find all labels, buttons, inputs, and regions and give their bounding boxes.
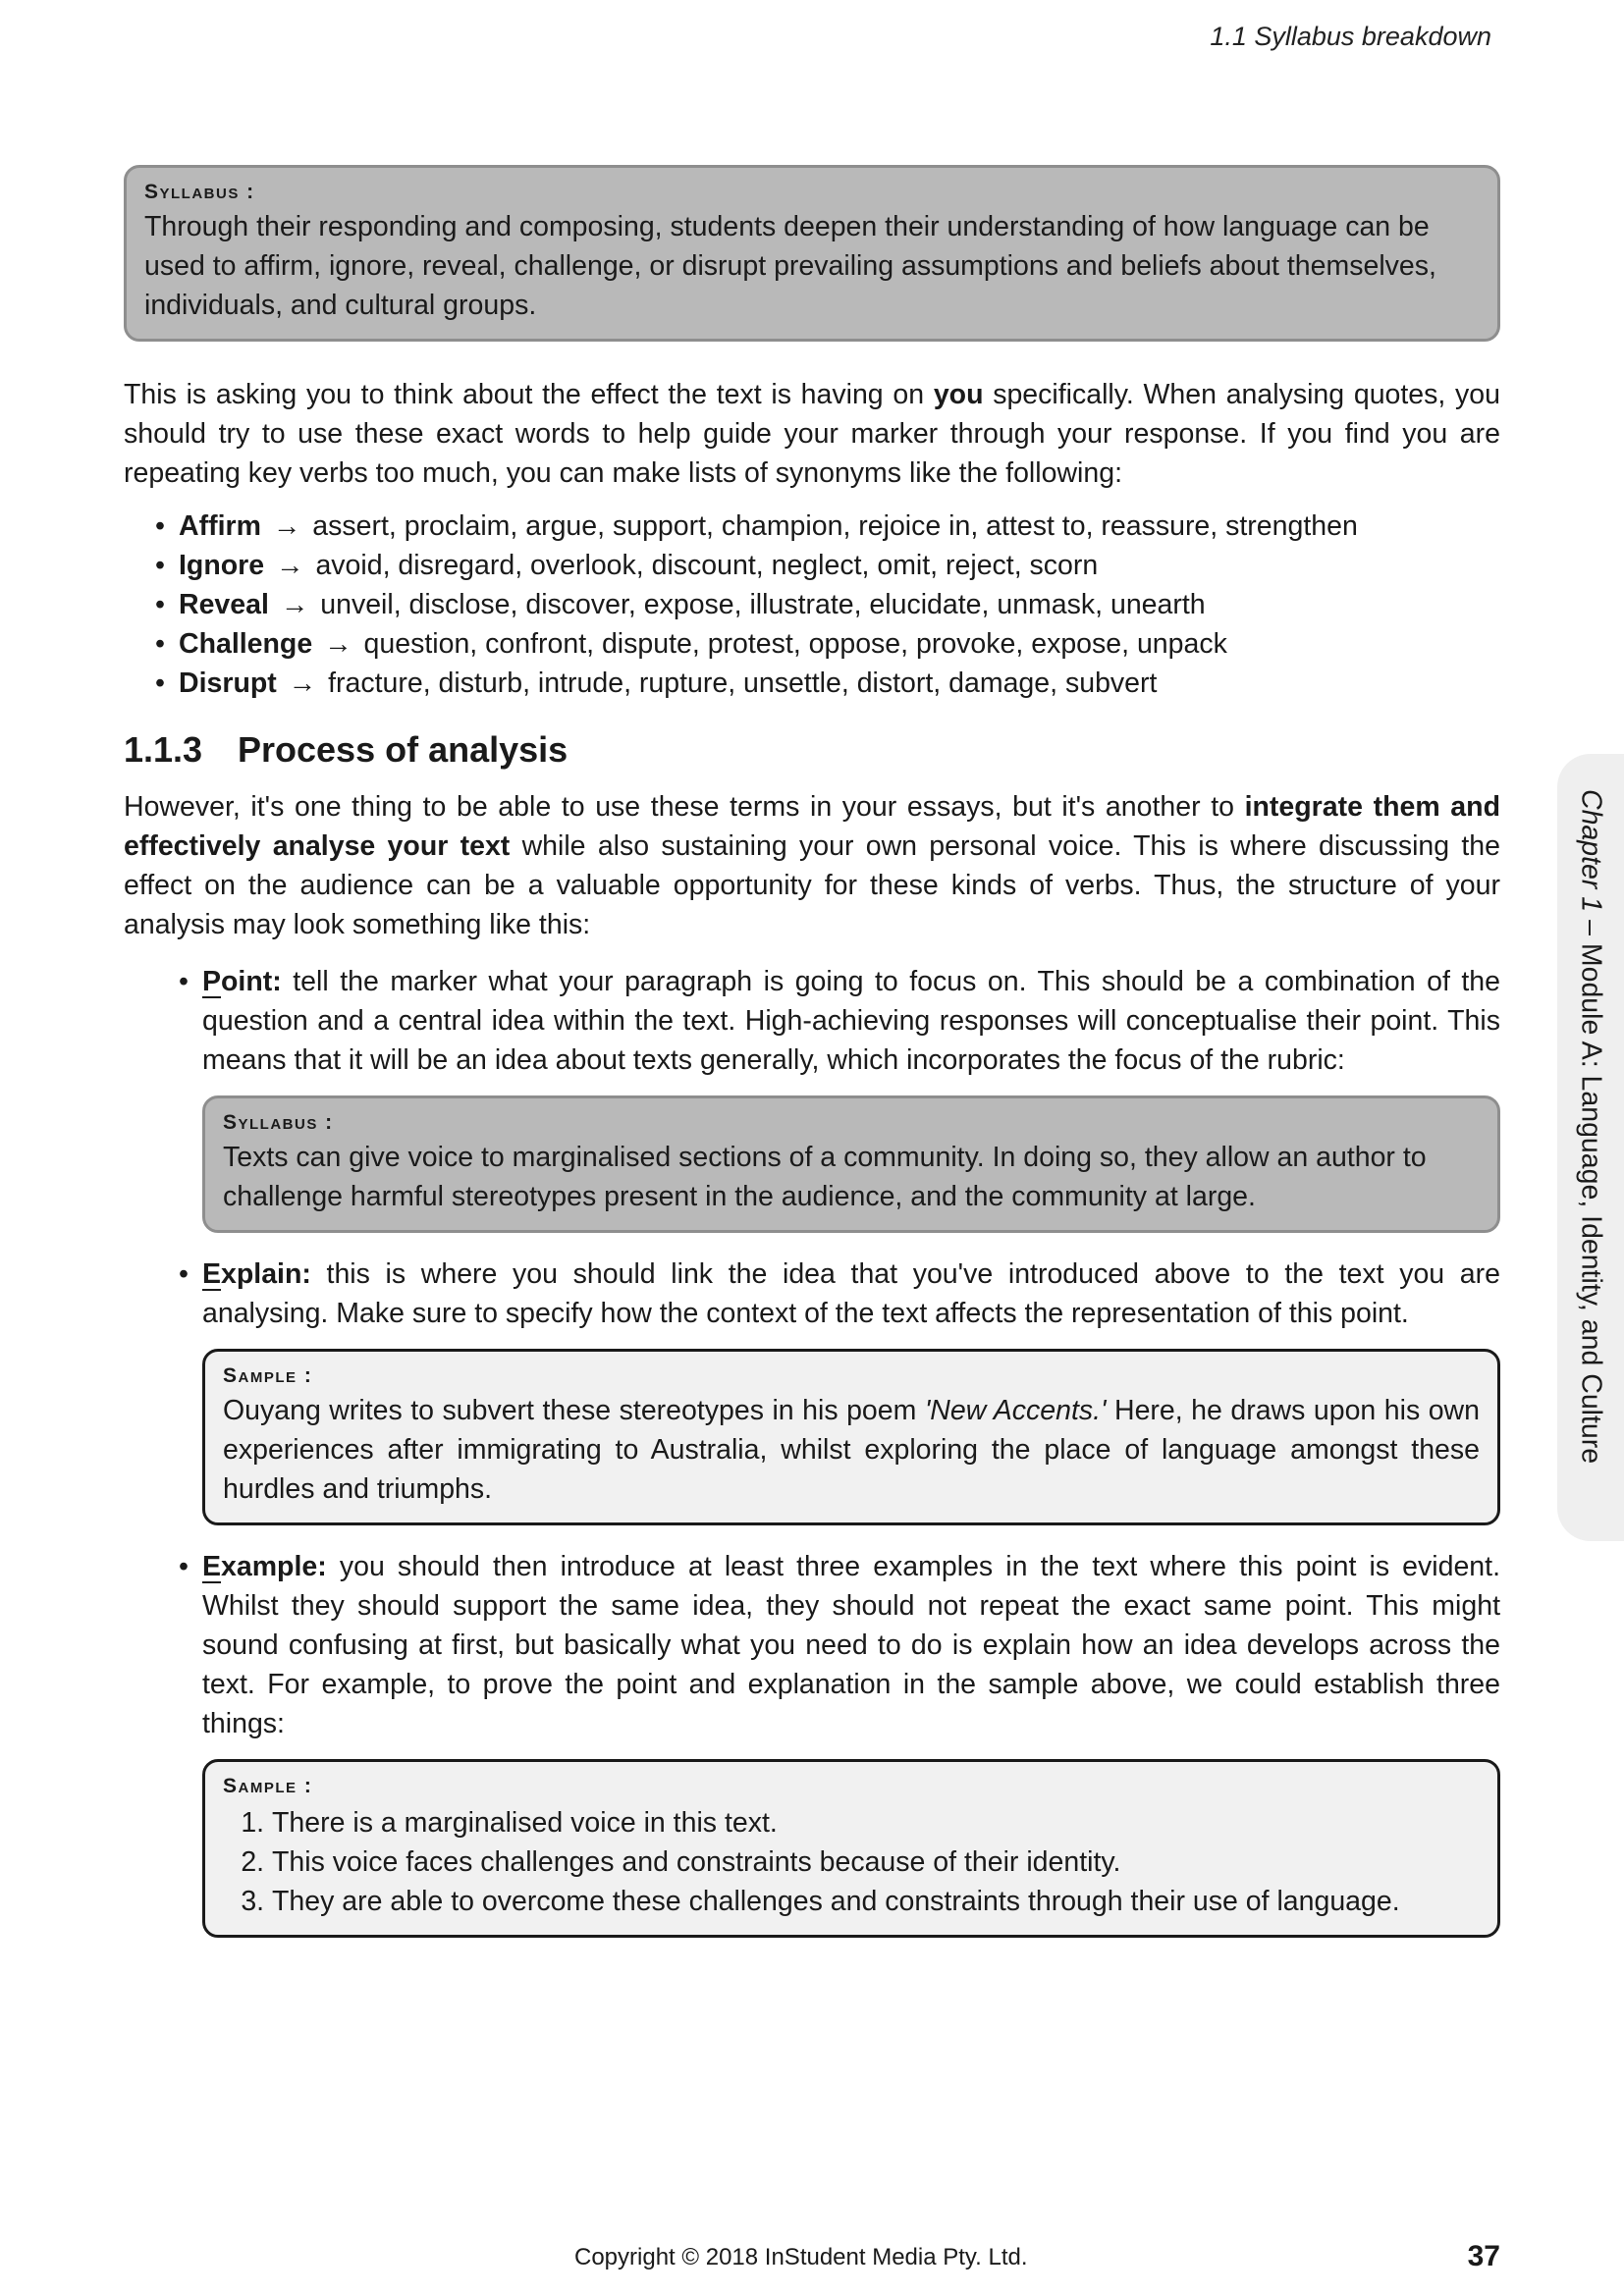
syllabus-box-label: Syllabus : (144, 181, 255, 203)
synonym-verb: Disrupt (179, 667, 277, 699)
chapter-side-tab (1557, 754, 1624, 1541)
poem-title: 'New Accents.' (924, 1395, 1107, 1426)
section-heading (124, 728, 1500, 772)
step-point-heading (202, 966, 282, 997)
running-head: 1.1 Syllabus breakdown (1210, 22, 1491, 51)
step-example (202, 1547, 1500, 1938)
synonym-verb: Challenge (179, 628, 313, 660)
syllabus-box (124, 165, 1500, 342)
synonym-words: fracture, disturb, intrude, rupture, unsettle, distort, damage, subvert (328, 667, 1158, 699)
explain-sample-start: Ouyang writes to subvert these stereotypes in his poem (223, 1395, 925, 1426)
step-point-heading-rest: oint: (221, 966, 282, 997)
analysis-steps-list (124, 962, 1500, 1938)
page-content (124, 165, 1500, 1959)
explain-sample-text (223, 1391, 1480, 1509)
synonym-verb: Ignore (179, 550, 265, 581)
copyright-notice: Copyright © 2018 InStudent Media Pty. Ltd. (574, 2244, 1028, 2270)
step-example-text (202, 1547, 1500, 1743)
step-point (202, 962, 1500, 1233)
example-sample-list (223, 1803, 1480, 1921)
synonym-verb: Affirm (179, 510, 261, 542)
chapter-side-label (1575, 789, 1607, 1464)
list-item: 3. They are able to overcome these challenges and constraints through their use of language. (272, 1882, 1480, 1921)
step-example-heading-rest: xample: (221, 1551, 327, 1582)
step-point-initial: P (202, 966, 222, 997)
step-example-initial: E (202, 1551, 222, 1582)
analysis-intro-emphasis: integrate them and effectively analyse your text (124, 791, 1500, 862)
example-sample-box (202, 1759, 1500, 1938)
arrow-icon: → (280, 589, 309, 620)
arrow-icon: → (276, 550, 304, 581)
step-explain-heading (202, 1258, 311, 1290)
explain-sample-end: Here, he draws upon his own experiences after immigrating to Australia, whilst exploring the place of language amongst these hurdles and triumphs. (223, 1395, 1480, 1505)
step-explain-initial: E (202, 1258, 222, 1290)
explain-sample-box (202, 1349, 1500, 1525)
synonym-verb: Reveal (179, 589, 269, 620)
step-point-body: tell the marker what your paragraph is going to focus on. This should be a combination of the question and a central idea within the text. High-achieving responses will conceptualise their point. This means that it will be an idea about texts generally, which incorporates the focus of the rubric: (202, 966, 1500, 1076)
synonym-words: avoid, disregard, overlook, discount, neglect, omit, reject, scorn (315, 550, 1099, 581)
intro-paragraph (124, 375, 1500, 493)
analysis-intro-start: However, it's one thing to be able to use these terms in your essays, but it's another to (124, 791, 1245, 823)
step-explain-heading-rest: xplain: (221, 1258, 311, 1290)
section-number: 1.1.3 (124, 729, 203, 770)
step-explain (202, 1255, 1500, 1525)
explain-sample-label: Sample : (223, 1364, 313, 1387)
synonym-item-challenge (179, 624, 1500, 664)
analysis-intro-paragraph (124, 787, 1500, 944)
chapter-number: Chapter 1 (1575, 789, 1607, 913)
step-example-body: you should then introduce at least three examples in the text where this point is evident. Whilst they should support the same idea, they should not repeat the exact same point. This might sound confusing at first, but basically what you need to do is explain how an idea develops across the text. For example, to prove the point and explanation in the sample above, we could establish three things: (202, 1551, 1500, 1739)
synonym-list (124, 507, 1500, 703)
point-syllabus-box (202, 1095, 1500, 1233)
list-item: 1. There is a marginalised voice in this text. (272, 1803, 1480, 1842)
example-sample-label: Sample : (223, 1775, 313, 1797)
synonym-item-disrupt (179, 664, 1500, 703)
intro-text-end: specifically. When analysing quotes, you should try to use these exact words to help guide your marker through your response. If you find you are repeating key verbs too much, you can make lists of synonyms like the following: (124, 379, 1501, 489)
list-item: 2. This voice faces challenges and constraints because of their identity. (272, 1842, 1480, 1882)
analysis-intro-end: while also sustaining your own personal voice. This is where discussing the effect on the audience can be a valuable opportunity for these kinds of verbs. Thus, the structure of your analysis may look something like this: (124, 830, 1501, 940)
synonym-words: question, confront, dispute, protest, oppose, provoke, expose, unpack (363, 628, 1227, 660)
section-title: Process of analysis (238, 729, 568, 770)
arrow-icon: → (288, 667, 317, 699)
synonym-words: assert, proclaim, argue, support, champion, rejoice in, attest to, reassure, strengthen (312, 510, 1358, 542)
module-title: Module A: Language, Identity, and Culture (1575, 942, 1607, 1465)
syllabus-box-text: Through their responding and composing, students deepen their understanding of how language can be used to affirm, ignore, reveal, challenge, or disrupt prevailing assumptions and beliefs about themselves, individuals, and cultural groups. (144, 211, 1436, 321)
intro-text-start: This is asking you to think about the effect the text is having on (124, 379, 934, 410)
synonym-words: unveil, disclose, discover, expose, illustrate, elucidate, unmask, unearth (320, 589, 1206, 620)
intro-emphasis: you (933, 379, 984, 410)
synonym-item-ignore (179, 546, 1500, 585)
point-syllabus-text: Texts can give voice to marginalised sections of a community. In doing so, they allow an author to challenge harmful stereotypes present in the audience, and the community at large. (223, 1142, 1427, 1212)
synonym-item-affirm (179, 507, 1500, 546)
page-number: 37 (1467, 2240, 1500, 2272)
step-point-text (202, 962, 1500, 1080)
arrow-icon: → (272, 510, 301, 542)
arrow-icon: → (324, 628, 352, 660)
point-syllabus-label: Syllabus : (223, 1111, 334, 1134)
step-explain-body: this is where you should link the idea that you've introduced above to the text you are analysing. Make sure to specify how the context of the text affects the representation of this point. (202, 1258, 1500, 1329)
step-explain-text (202, 1255, 1500, 1333)
synonym-item-reveal (179, 585, 1500, 624)
step-example-heading (202, 1551, 327, 1582)
chapter-separator: – (1575, 912, 1607, 943)
